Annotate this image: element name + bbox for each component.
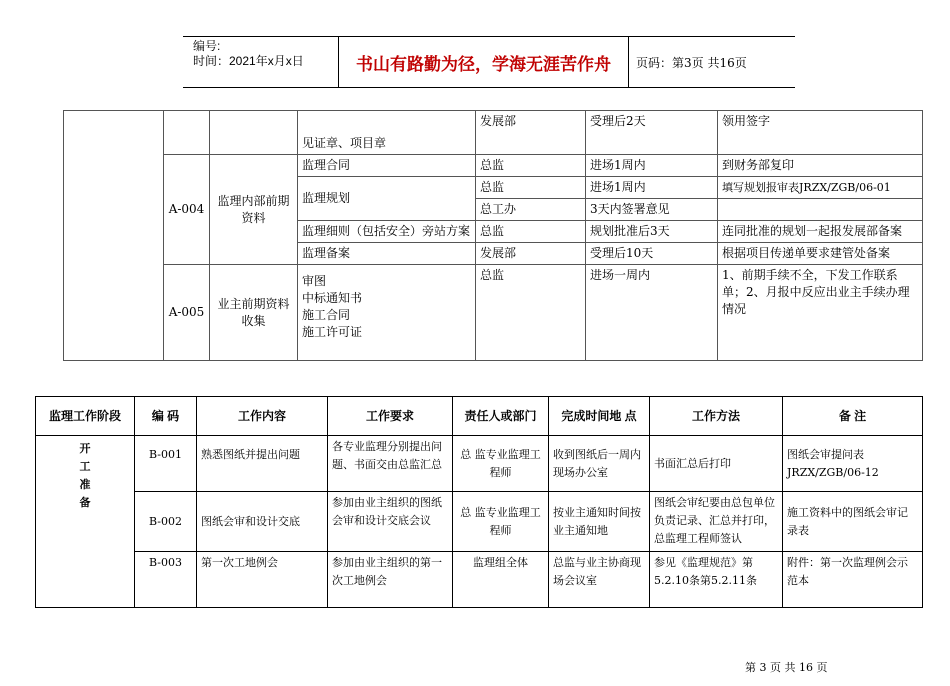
table-continuation	[63, 110, 923, 361]
supervision-work-table	[35, 396, 923, 608]
doc-meta	[193, 39, 304, 69]
table-row: 开工准备 B-001 熟悉图纸并提出问题 各专业监理分别提出问题、书面交由总监汇总 总 监专业监理工程师 收到图纸后一周内现场办公室 书面汇总后打印 图纸会审提问表JRZX/ZGB/06-12	[36, 436, 923, 492]
table-row: B-002 图纸会审和设计交底 参加由业主组织的图纸会审和设计交底会议 总 监专业监理工程师 按业主通知时间按业主通知地 图纸会审纪要由总包单位负责记录、汇总并打印，总监理工程师签认 施工资料中的图纸会审记录表	[36, 492, 923, 552]
table-row: B-003 第一次工地例会 参加由业主组织的第一次工地例会 监理组全体 总监与业主协商现场会议室 参见《监理规范》第5.2.10条第5.2.11条 附件：第一次监理例会示范本	[36, 552, 923, 608]
time-label: 时间：2021年x月x日	[193, 54, 304, 68]
table-row: 见证章、项目章 发展部 受理后2天 领用签字	[64, 111, 923, 155]
table-row: A-004 监理内部前期资料 监理合同 总监 进场1周内 到财务部复印	[64, 155, 923, 177]
group-name: 业主前期资料收集	[210, 265, 298, 361]
table-row: 监理备案 发展部 受理后10天 根据项目传递单要求建管处备案	[64, 243, 923, 265]
group-code: A-004	[164, 155, 210, 265]
table-row: 总工办 3天内签署意见	[64, 199, 923, 221]
table-row: 监理规划 总监 进场1周内 填写规划报审表JRZX/ZGB/06-01	[64, 177, 923, 199]
page-header	[183, 36, 795, 88]
stage-cell: 开工准备	[36, 436, 135, 608]
table-row: 监理细则（包括安全）旁站方案 总监 规划批准后3天 连同批准的规划一起报发展部备案	[64, 221, 923, 243]
code-label: 编号:	[193, 39, 221, 53]
table-row: A-005 业主前期资料收集 审图 中标通知书 施工合同 施工许可证 总监 进场一周内 1、前期手续不全，下发工作联系单；2、月报中反应出业主手续办理情况	[64, 265, 923, 361]
group-name: 监理内部前期资料	[210, 155, 298, 265]
page-footer: 第 3 页 共 16 页	[745, 661, 828, 674]
group-code: A-005	[164, 265, 210, 361]
table-header-row: 监理工作阶段 编 码 工作内容 工作要求 责任人或部门 完成时间地 点 工作方法 备 注	[36, 397, 923, 436]
motto: 书山有路勤为径，学海无涯苦作舟	[356, 54, 611, 75]
page-info: 页码：第3页 共16页	[636, 56, 747, 70]
